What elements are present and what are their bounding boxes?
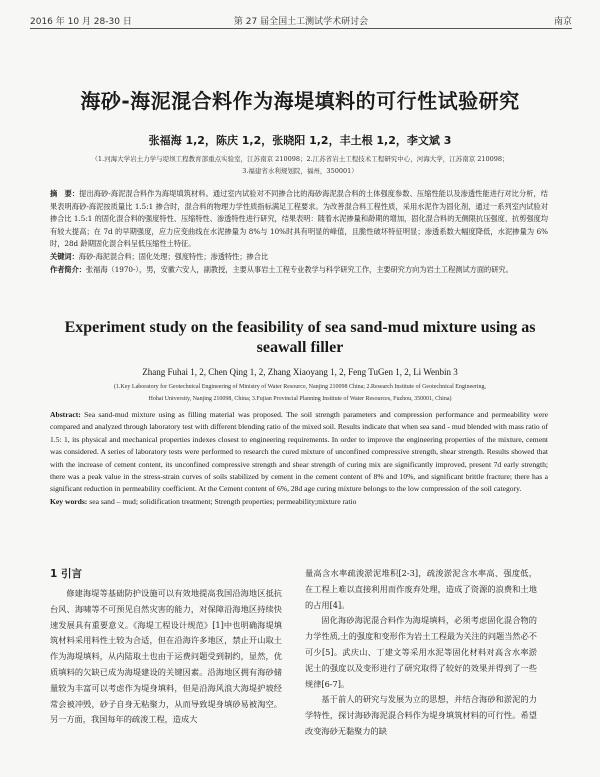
authors-cn: 张福海 1,2，陈庆 1,2，张晓阳 1,2，丰土根 1,2，李文斌 3 bbox=[148, 134, 452, 147]
affiliation-line: （1.河海大学岩土力学与堤坝工程教育部重点实验室，江苏南京 210098；2.江苏省岩土工程技术工程研究中心，河海大学，江苏南京 210098； bbox=[91, 155, 509, 163]
header-location: 南京 bbox=[553, 17, 572, 27]
author-bio: 张福海（1970-），男，安徽六安人，副教授，主要从事岩土工程专业教学与科学研究工作，主要研究方向为岩土工程测试方面的研究。 bbox=[85, 264, 513, 274]
abstract-cn bbox=[50, 188, 548, 276]
abstract-en bbox=[50, 409, 548, 508]
body-paragraph: 量高含水率疏浚淤泥堆积[2-3]，疏浚淤泥含水率高、强度低，在工程上难以直接利用而作废弃处理，造成了资源的浪费和土地的占用[4]。 bbox=[305, 568, 537, 610]
author-bio-label: 作者简介： bbox=[50, 264, 86, 274]
abstract-en-label: Abstract: bbox=[50, 410, 81, 419]
section-heading: 1 引言 bbox=[50, 568, 82, 580]
body-paragraph: 固化海砂海泥混合料作为海堤填料，必须考虑固化混合物的力学性质,土的强度和变形作为岩土工程最为关注的问题当然必不可少[5]。武庆山、丁建文等采用水泥等固化材料对高含水率淤泥土的强度以及变形进行了研究取得了较好的效果并得到了一些规律[6-7]。 bbox=[305, 615, 537, 689]
keywords-en: sea sand – mud; solidification treatment; Strength properties; permeability;mixture ratio bbox=[89, 496, 357, 506]
abstract-cn-label: 摘 要： bbox=[50, 189, 80, 198]
abstract-en-text: Sea sand-mud mixture using as filling material was proposed. The soil strength parameters and compression performance and permeability were compared and analyzed through laboratory test with different blending ratio of the mixed soil. Results indicate that when sea sand - mud blended with mass ratio of 1.5: 1, its physical and mechanical properties indexes closest to engineering requirements. In order to improve the engineering properties of the mixture, cement was considered. A series of laboratory tests were performed to research the cured mixture of unconfined compressive strength, shear strength. Results showed that with the increase of cement content, its unconfined compressive strength and shear strength of curing mix are significantly improved, present 7d early strength; there was a peak value in the stress-strain curves of soils stabilized by cement in the cement content of 8% and 10%, and significant brittle fracture; there has a significant reduction in permeability coefficient. At the Cement content of 6%, 28d age curing mixture belongs to the low compression of the soil category. bbox=[50, 410, 548, 494]
affiliations-cn bbox=[28, 153, 572, 177]
affiliation-line: Hohai University, Nanjing 210098, China; 3.Fujian Provincial Planning Institute of Water Resources, Fuzhou, 350001, China) bbox=[148, 396, 452, 402]
running-header bbox=[30, 12, 572, 29]
abstract-cn-text: 提出海砂-海泥混合料作为海堤填筑材料。通过室内试验对不同掺合比的海砂海泥混合料的土体强度参数、压缩性能以及渗透性能进行对比分析，结果表明海砂-海泥按质量比 1.5:1 掺合时，混合料的物理力学性质指标满足工程要求。为改善混合料工程性质，采用水泥作为固化剂，通过一系列室内试验对掺合比 1.5:1 的固化混合料的强度特性、压缩特性、渗透特性进行研究，结果表明：随着水泥掺量和龄期的增加，固化混合料的无侧限抗压强度、抗剪强度均有较大提高；在 7d 的早期强度，应力应变曲线在水泥掺量为 8%与 10%时具有明显的峰值，且脆性破坏特征明显；渗透系数大幅度降低，水泥掺量为 6%时，28d 龄期固化混合料呈低压缩性土特征。 bbox=[50, 189, 548, 249]
affiliations-en bbox=[30, 381, 570, 405]
affiliation-line: 3.福建省水利规划院，福州，350001） bbox=[242, 167, 358, 175]
paper-title-cn: 海砂-海泥混合料作为海堤填料的可行性试验研究 bbox=[80, 89, 520, 113]
keywords-cn: 海砂-海泥混合料；固化处理；强度特性；渗透特性；掺合比 bbox=[78, 251, 269, 261]
header-conference: 第 27 届全国土工测试学术研讨会 bbox=[233, 17, 369, 27]
keywords-en-label: Key words: bbox=[50, 496, 88, 506]
body-column-right bbox=[305, 566, 537, 740]
body-paragraph: 基于前人的研究与发展为立的思想，并结合海砂和淤泥的力学特性，探讨海砂海泥混合料作为堤身填筑材料的可行性。希望改变海砂无黏聚力的缺 bbox=[305, 694, 537, 736]
body-paragraph: 修建海堤等基础防护设施可以有效地提高我国沿海地区抵抗台风、海啸等不可预见自然灾害的能力，对保障沿海地区持续快速发展具有重要意义。《海堤工程设计规范》[1]中也明确海堤填筑材料采用料性土较为合适，但在沿海许多地区，禁止开山取土作为海堤填料，从内陆取土也由于运费问题受到制约，显然，优质填料的欠缺已成为海堤建设的关键因素。沿海地区拥有海砂储量较为丰富可以考虑作为堤身填料，但是沿海风浪大海堤护坡经常会被冲毁，砂子自身无粘聚力，从而导致堤身填砂易被淘空。另一方面，我国每年的疏浚工程，造成大 bbox=[50, 588, 282, 725]
keywords-cn-label: 关键词： bbox=[50, 251, 79, 261]
body-column-left bbox=[50, 566, 282, 728]
authors-en: Zhang Fuhai 1, 2, Chen Qing 1, 2, Zhang Xiaoyang 1, 2, Feng TuGen 1, 2, Li Wenbin 3 bbox=[142, 367, 458, 377]
paper-title-en: Experiment study on the feasibility of sea sand-mud mixture using as seawall filler bbox=[64, 319, 536, 356]
affiliation-line: (1.Key Laboratory for Geotechnical Engineering of Ministry of Water Resource, Nanjing 210098 China; 2.Research Institute of Geotechnical Engineering, bbox=[113, 384, 487, 390]
header-date: 2016 年 10 月 28-30 日 bbox=[30, 17, 132, 27]
